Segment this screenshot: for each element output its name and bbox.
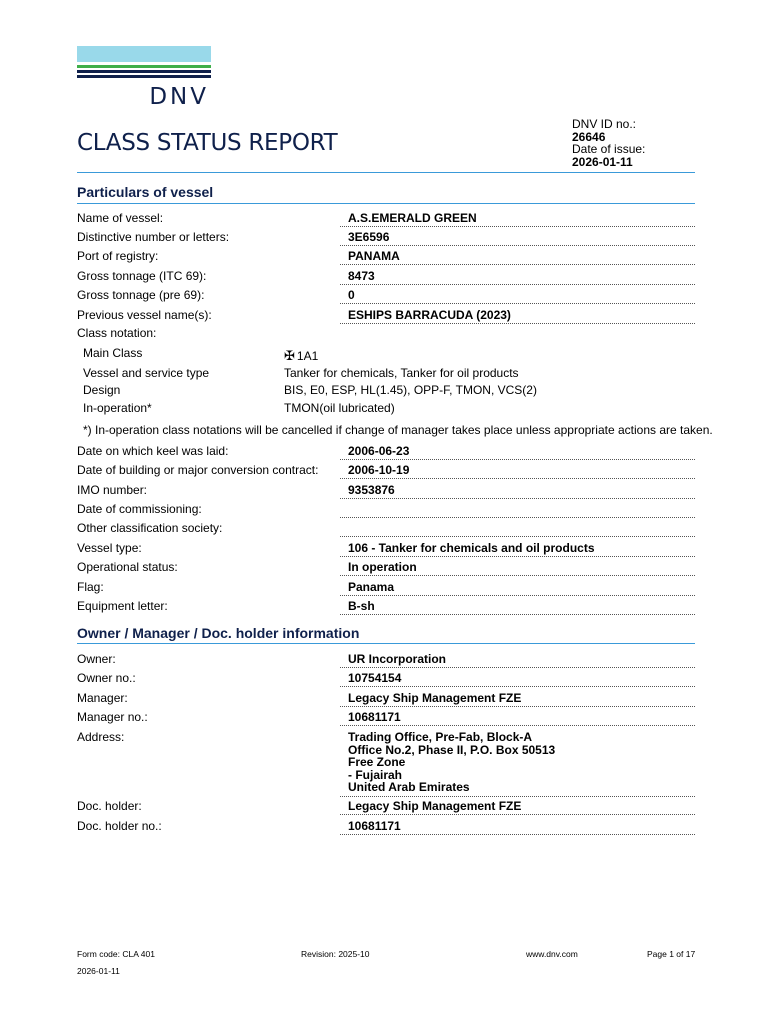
field-value: 0 [340,288,695,304]
field-value: PANAMA [340,249,695,265]
field-value: UR Incorporation [340,652,695,668]
class-notation-label: Design [83,383,121,397]
field-row [77,649,695,668]
dnv-logo [77,46,211,110]
field-label: Operational status: [77,560,178,574]
field-row [77,460,695,479]
field-row [77,518,695,537]
id-block [572,118,645,168]
field-row [77,688,695,707]
field-label: Date on which keel was laid: [77,444,229,458]
field-label: Equipment letter: [77,599,168,613]
field-label: Owner no.: [77,671,136,685]
id-label: DNV ID no.: [572,117,637,131]
footer-date: 2026-01-11 [77,966,120,976]
field-label: Manager no.: [77,710,148,724]
page-number: Page 1 of 17 [647,949,696,959]
field-label: Class notation: [77,326,157,340]
field-row [77,538,695,557]
field-row [77,577,695,596]
field-row [77,227,695,246]
field-row [77,499,695,518]
field-row [77,441,695,460]
field-label: Gross tonnage (pre 69): [77,288,205,302]
field-row [77,596,695,615]
field-value: 8473 [340,269,695,285]
field-label: Previous vessel name(s): [77,308,212,322]
field-value: Legacy Ship Management FZE [340,691,695,707]
main-class-value: 1A1 [296,349,319,363]
section-heading-particulars: Particulars of vessel [77,184,214,200]
field-value: B-sh [340,599,695,615]
field-row [77,707,695,726]
field-value: ESHIPS BARRACUDA (2023) [340,308,695,324]
field-label: IMO number: [77,483,148,497]
in-operation-note: *) In-operation class notations will be cancelled if change of manager takes place unless appropriate actions are taken. [83,423,713,437]
class-notation-value: Tanker for chemicals, Tanker for oil products [284,366,519,380]
divider [77,203,695,204]
address-line: Office No.2, Phase II, P.O. Box 50513 [348,742,556,757]
field-value: 3E6596 [340,230,695,246]
section-heading-owner: Owner / Manager / Doc. holder information [77,625,360,641]
field-value: 2006-10-19 [340,463,695,479]
field-row [77,305,695,324]
issue-label: Date of issue: [572,142,646,156]
field-value: 106 - Tanker for chemicals and oil products [340,541,695,557]
id-value: 26646 [572,129,606,144]
field-row [77,816,695,835]
address-line: United Arab Emirates [348,780,470,794]
field-value: Legacy Ship Management FZE [340,799,695,815]
address-line: - Fujairah [348,767,403,782]
field-value [340,521,695,537]
field-value: 10681171 [340,819,695,835]
field-value: 10754154 [340,671,695,687]
field-label: Port of registry: [77,249,159,263]
field-value [340,502,695,518]
field-row [77,266,695,285]
address-value [340,731,695,797]
field-label: Manager: [77,691,128,705]
field-row [77,285,695,304]
class-notation-row [77,323,695,342]
maltese-cross-icon: ✠ [284,348,295,363]
website-link[interactable]: www.dnv.com [526,949,578,959]
field-label: Distinctive number or letters: [77,230,230,244]
field-value: 9353876 [340,483,695,499]
field-label: Flag: [77,580,104,594]
class-notation-label: In-operation* [83,401,152,415]
class-notation-value: TMON(oil lubricated) [284,401,395,415]
field-label: Gross tonnage (ITC 69): [77,269,207,283]
field-label: Date of building or major conversion contract: [77,463,319,477]
address-line: Trading Office, Pre-Fab, Block-A [348,730,533,744]
field-row [77,557,695,576]
class-notation-value [284,348,318,364]
field-row [77,246,695,265]
issue-value: 2026-01-11 [572,154,633,169]
field-label: Date of commissioning: [77,502,202,516]
field-label: Vessel type: [77,541,142,555]
field-row [77,208,695,227]
field-label: Other classification society: [77,521,223,535]
field-label: Doc. holder no.: [77,819,162,833]
field-row [77,668,695,687]
revision: Revision: 2025-10 [301,949,370,959]
class-notation-value: BIS, E0, ESP, HL(1.45), OPP-F, TMON, VCS(2) [284,383,537,397]
logo-wordmark: DNV [149,84,209,110]
divider [77,643,695,644]
field-value: 2006-06-23 [340,444,695,460]
field-label: Address: [77,730,125,744]
field-row [77,796,695,815]
field-value: Panama [340,580,695,596]
divider [77,172,695,173]
class-notation-label: Main Class [83,346,143,360]
form-code: Form code: CLA 401 [77,949,155,959]
field-row [77,480,695,499]
class-notation-label: Vessel and service type [83,366,210,380]
page-title: CLASS STATUS REPORT [77,130,338,156]
field-label: Name of vessel: [77,211,164,225]
address-line: Free Zone [348,755,406,769]
field-label: Doc. holder: [77,799,142,813]
field-value: 10681171 [340,710,695,726]
field-value: In operation [340,560,695,576]
field-label: Owner: [77,652,116,666]
field-value: A.S.EMERALD GREEN [340,211,695,227]
